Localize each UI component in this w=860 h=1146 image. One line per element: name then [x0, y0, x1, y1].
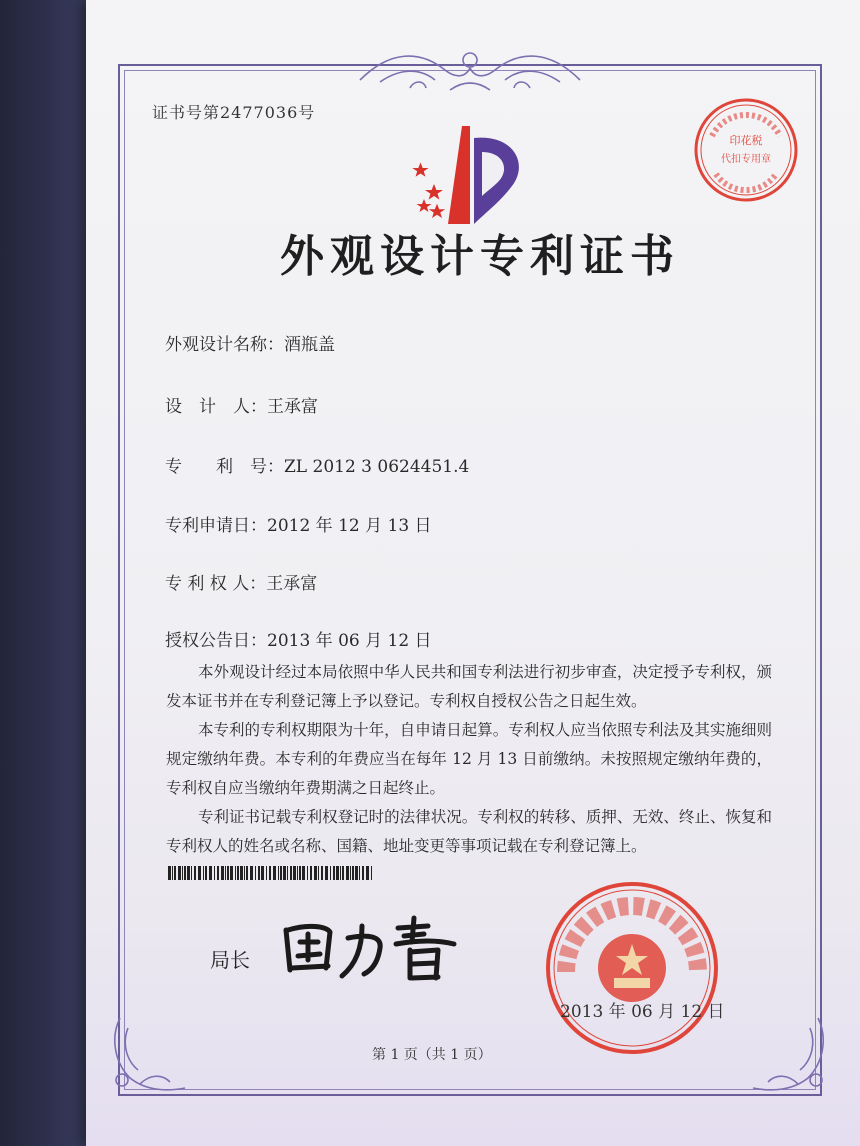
- barcode-bar: [302, 866, 305, 880]
- page-number: 第 1 页（共 1 页）: [372, 1047, 492, 1063]
- barcode-bar: [371, 866, 372, 880]
- field-label: 专 利 号：: [165, 457, 284, 477]
- barcode-bar: [333, 866, 335, 880]
- barcode-bar: [330, 866, 331, 880]
- barcode-bar: [318, 866, 319, 880]
- director-label: 局长: [210, 948, 250, 972]
- field-value: 2013 年 06 月 12 日: [267, 631, 432, 651]
- field-value: 王承富: [267, 397, 318, 417]
- certificate-number: 证书号第2477036号: [152, 103, 316, 122]
- barcode-bar: [336, 866, 339, 880]
- barcode-bar: [314, 866, 317, 880]
- svg-text:代扣专用章: 代扣专用章: [721, 154, 771, 165]
- field-patentee: [165, 569, 317, 594]
- barcode-bar: [174, 866, 176, 880]
- barcode-bar: [184, 866, 186, 880]
- field-patent-number: [165, 452, 469, 477]
- field-label: 设 计 人：: [165, 397, 267, 417]
- barcode-bar: [258, 866, 260, 880]
- svg-text:印花税: 印花税: [729, 134, 763, 147]
- barcode: [168, 866, 374, 880]
- barcode-bar: [307, 866, 308, 880]
- director-signature: [278, 908, 468, 988]
- field-publication-date: [165, 626, 432, 651]
- field-label: 外观设计名称：: [165, 335, 284, 355]
- barcode-bar: [214, 866, 215, 880]
- barcode-bar: [240, 866, 243, 880]
- barcode-bar: [321, 866, 323, 880]
- barcode-bar: [255, 866, 256, 880]
- barcode-bar: [283, 866, 286, 880]
- barcode-bar: [299, 866, 301, 880]
- body-paragraph: 本外观设计经过本局依照中华人民共和国专利法进行初步审查，决定授予专利权，颁发本证书并在专利登记簿上予以登记。专利权自授权公告之日起生效。: [166, 663, 772, 710]
- barcode-bar: [178, 866, 181, 880]
- sipo-official-seal: [544, 880, 720, 1056]
- barcode-bar: [203, 866, 204, 880]
- barcode-bar: [273, 866, 276, 880]
- barcode-bar: [194, 866, 196, 880]
- certificate-title: 外观设计专利证书: [280, 231, 680, 282]
- barcode-bar: [278, 866, 279, 880]
- barcode-bar: [198, 866, 201, 880]
- barcode-bar: [325, 866, 328, 880]
- barcode-bar: [235, 866, 236, 880]
- body-paragraph: 专利证书记载专利权登记时的法律状况。专利权的转移、质押、无效、终止、恢复和专利权人的姓名或名称、国籍、地址变更等事项记载在专利登记簿上。: [166, 808, 772, 855]
- barcode-bar: [244, 866, 245, 880]
- field-designer: [165, 392, 318, 417]
- barcode-bar: [280, 866, 282, 880]
- barcode-bar: [237, 866, 239, 880]
- field-value: 王承富: [266, 574, 318, 594]
- barcode-bar: [187, 866, 190, 880]
- barcode-bar: [340, 866, 341, 880]
- barcode-bar: [293, 866, 296, 880]
- barcode-bar: [352, 866, 354, 880]
- barcode-bar: [230, 866, 233, 880]
- issue-date: 2013 年 06 月 12 日: [560, 1002, 725, 1022]
- barcode-bar: [366, 866, 369, 880]
- barcode-bar: [205, 866, 207, 880]
- field-label: 授权公告日：: [165, 631, 267, 651]
- barcode-bar: [362, 866, 364, 880]
- barcode-bar: [359, 866, 360, 880]
- field-value: ZL 2012 3 0624451.4: [284, 457, 470, 477]
- barcode-bar: [261, 866, 264, 880]
- barcode-bar: [266, 866, 267, 880]
- field-value: 酒瓶盖: [284, 335, 335, 355]
- barcode-bar: [290, 866, 292, 880]
- barcode-bar: [269, 866, 271, 880]
- certificate-body: [166, 658, 772, 861]
- barcode-bar: [182, 866, 183, 880]
- barcode-bar: [168, 866, 171, 880]
- barcode-bar: [209, 866, 212, 880]
- field-value: 2012 年 12 月 13 日: [267, 516, 432, 536]
- tax-stamp-seal: [692, 96, 800, 204]
- barcode-bar: [227, 866, 229, 880]
- bottom-right-ornament-icon: [748, 1008, 838, 1098]
- barcode-bar: [350, 866, 351, 880]
- barcode-bar: [225, 866, 226, 880]
- barcode-bar: [297, 866, 298, 880]
- barcode-bar: [287, 866, 288, 880]
- bottom-left-ornament-icon: [100, 1008, 190, 1098]
- barcode-bar: [342, 866, 344, 880]
- barcode-bar: [221, 866, 224, 880]
- field-label: 专利申请日：: [165, 516, 267, 536]
- barcode-bar: [250, 866, 253, 880]
- barcode-bar: [310, 866, 312, 880]
- barcode-bar: [172, 866, 173, 880]
- sipo-logo-icon: [404, 124, 530, 230]
- barcode-bar: [355, 866, 358, 880]
- body-paragraph: 本专利的专利权期限为十年，自申请日起算。专利权人应当依照专利法及其实施细则规定缴纳年费。本专利的年费应当在每年 12 月 13 日前缴纳。未按照规定缴纳年费的，专利权自应当缴纳年费期满之日起终止。: [166, 721, 772, 797]
- field-label: 专 利 权 人：: [165, 574, 267, 594]
- top-ornament-icon: [350, 40, 590, 100]
- folder-background: [0, 0, 92, 1146]
- barcode-bar: [217, 866, 219, 880]
- barcode-bar: [346, 866, 349, 880]
- field-design-name: [165, 330, 335, 355]
- barcode-bar: [191, 866, 192, 880]
- barcode-bar: [246, 866, 248, 880]
- field-application-date: [165, 511, 432, 536]
